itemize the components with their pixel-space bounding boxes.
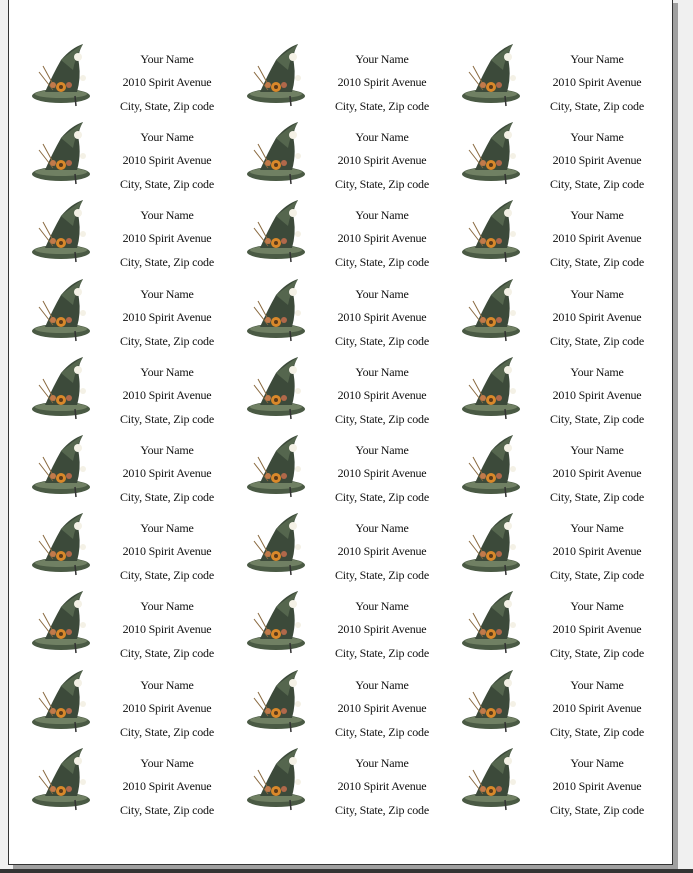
address-label (15, 194, 230, 272)
label-street: 2010 Spirit Avenue (337, 622, 427, 637)
label-street: 2010 Spirit Avenue (122, 778, 212, 793)
address-label (445, 273, 660, 351)
witch-hat-icon (31, 748, 99, 814)
witch-hat-icon (31, 122, 99, 188)
address-label (445, 664, 660, 742)
label-street: 2010 Spirit Avenue (337, 153, 427, 168)
label-street: 2010 Spirit Avenue (122, 387, 212, 402)
label-street: 2010 Spirit Avenue (122, 700, 212, 715)
label-name: Your Name (355, 52, 409, 66)
label-street: 2010 Spirit Avenue (552, 466, 642, 480)
label-city-state-zip: City, State, Zip code (119, 802, 214, 817)
address-label (15, 429, 230, 507)
address-label (230, 742, 445, 820)
label-city-state-zip: City, State, Zip code (334, 724, 429, 739)
label-name: Your Name (355, 677, 409, 692)
label-name: Your Name (140, 208, 194, 223)
label-street: 2010 Spirit Avenue (552, 700, 642, 715)
label-city-state-zip: City, State, Zip code (334, 802, 429, 817)
witch-hat-icon (461, 357, 529, 423)
label-city-state-zip: City, State, Zip code (549, 177, 644, 192)
label-name: Your Name (140, 755, 194, 770)
label-name: Your Name (355, 130, 409, 145)
label-name: Your Name (570, 52, 624, 66)
witch-hat-icon (461, 591, 529, 657)
witch-hat-icon (31, 513, 99, 579)
label-street: 2010 Spirit Avenue (122, 466, 212, 480)
label-name: Your Name (355, 443, 409, 457)
label-name: Your Name (355, 286, 409, 301)
address-label (445, 351, 660, 429)
label-city-state-zip: City, State, Zip code (549, 646, 644, 661)
address-label (445, 429, 660, 507)
label-street: 2010 Spirit Avenue (122, 309, 212, 324)
address-label (15, 507, 230, 585)
label-street: 2010 Spirit Avenue (337, 309, 427, 324)
label-city-state-zip: City, State, Zip code (119, 646, 214, 661)
label-name: Your Name (140, 130, 194, 145)
label-name: Your Name (140, 443, 194, 457)
address-label (445, 742, 660, 820)
label-city-state-zip: City, State, Zip code (119, 177, 214, 192)
label-city-state-zip: City, State, Zip code (119, 99, 214, 113)
label-name: Your Name (570, 208, 624, 223)
address-label (15, 273, 230, 351)
witch-hat-icon (31, 200, 99, 266)
address-label (230, 507, 445, 585)
witch-hat-icon (461, 513, 529, 579)
label-city-state-zip: City, State, Zip code (549, 490, 644, 504)
address-label (230, 194, 445, 272)
witch-hat-icon (461, 279, 529, 345)
address-label (230, 664, 445, 742)
witch-hat-icon (31, 435, 99, 501)
witch-hat-icon (461, 44, 529, 110)
label-name: Your Name (140, 677, 194, 692)
label-name: Your Name (355, 364, 409, 379)
label-name: Your Name (570, 521, 624, 536)
label-city-state-zip: City, State, Zip code (334, 99, 429, 113)
address-label (230, 116, 445, 194)
label-city-state-zip: City, State, Zip code (334, 177, 429, 192)
label-street: 2010 Spirit Avenue (122, 622, 212, 637)
address-label (15, 38, 230, 116)
label-city-state-zip: City, State, Zip code (334, 490, 429, 504)
label-street: 2010 Spirit Avenue (552, 778, 642, 793)
label-street: 2010 Spirit Avenue (337, 231, 427, 246)
label-street: 2010 Spirit Avenue (337, 544, 427, 559)
label-city-state-zip: City, State, Zip code (334, 333, 429, 348)
address-label (15, 351, 230, 429)
label-street: 2010 Spirit Avenue (552, 231, 642, 246)
label-city-state-zip: City, State, Zip code (549, 724, 644, 739)
address-label (15, 664, 230, 742)
label-name: Your Name (140, 364, 194, 379)
label-city-state-zip: City, State, Zip code (119, 411, 214, 426)
witch-hat-icon (31, 279, 99, 345)
label-street: 2010 Spirit Avenue (337, 387, 427, 402)
label-sheet-page (8, 0, 673, 865)
address-label (445, 38, 660, 116)
label-street: 2010 Spirit Avenue (122, 75, 212, 89)
label-city-state-zip: City, State, Zip code (549, 802, 644, 817)
label-city-state-zip: City, State, Zip code (119, 333, 214, 348)
label-name: Your Name (355, 521, 409, 536)
label-street: 2010 Spirit Avenue (337, 75, 427, 89)
witch-hat-icon (31, 357, 99, 423)
label-city-state-zip: City, State, Zip code (119, 568, 214, 583)
label-name: Your Name (140, 52, 194, 66)
label-name: Your Name (140, 286, 194, 301)
label-city-state-zip: City, State, Zip code (119, 724, 214, 739)
witch-hat-icon (31, 670, 99, 736)
label-name: Your Name (570, 364, 624, 379)
label-street: 2010 Spirit Avenue (122, 544, 212, 559)
witch-hat-icon (461, 435, 529, 501)
witch-hat-icon (246, 200, 314, 266)
label-street: 2010 Spirit Avenue (552, 622, 642, 637)
label-street: 2010 Spirit Avenue (337, 700, 427, 715)
label-name: Your Name (355, 208, 409, 223)
label-city-state-zip: City, State, Zip code (334, 646, 429, 661)
label-street: 2010 Spirit Avenue (552, 153, 642, 168)
label-city-state-zip: City, State, Zip code (334, 255, 429, 270)
witch-hat-icon (246, 591, 314, 657)
address-label (15, 742, 230, 820)
label-name: Your Name (355, 755, 409, 770)
label-city-state-zip: City, State, Zip code (119, 490, 214, 504)
label-name: Your Name (570, 443, 624, 457)
label-city-state-zip: City, State, Zip code (549, 333, 644, 348)
label-city-state-zip: City, State, Zip code (549, 568, 644, 583)
address-label (15, 585, 230, 663)
label-city-state-zip: City, State, Zip code (334, 568, 429, 583)
witch-hat-icon (246, 279, 314, 345)
address-label (445, 507, 660, 585)
label-city-state-zip: City, State, Zip code (334, 411, 429, 426)
label-name: Your Name (570, 130, 624, 145)
label-street: 2010 Spirit Avenue (552, 75, 642, 89)
address-label (230, 585, 445, 663)
label-city-state-zip: City, State, Zip code (549, 99, 644, 113)
witch-hat-icon (246, 748, 314, 814)
witch-hat-icon (461, 122, 529, 188)
address-label (445, 116, 660, 194)
label-name: Your Name (570, 755, 624, 770)
label-name: Your Name (140, 599, 194, 614)
address-label (230, 429, 445, 507)
witch-hat-icon (31, 44, 99, 110)
label-street: 2010 Spirit Avenue (122, 231, 212, 246)
label-street: 2010 Spirit Avenue (552, 309, 642, 324)
label-city-state-zip: City, State, Zip code (119, 255, 214, 270)
label-street: 2010 Spirit Avenue (337, 466, 427, 480)
witch-hat-icon (246, 122, 314, 188)
bottom-edge (0, 869, 693, 873)
label-street: 2010 Spirit Avenue (337, 778, 427, 793)
witch-hat-icon (246, 44, 314, 110)
label-city-state-zip: City, State, Zip code (549, 255, 644, 270)
label-street: 2010 Spirit Avenue (552, 387, 642, 402)
witch-hat-icon (246, 670, 314, 736)
address-label (445, 585, 660, 663)
address-label (445, 194, 660, 272)
witch-hat-icon (461, 670, 529, 736)
witch-hat-icon (461, 200, 529, 266)
label-name: Your Name (570, 286, 624, 301)
witch-hat-icon (461, 748, 529, 814)
label-name: Your Name (140, 521, 194, 536)
witch-hat-icon (246, 513, 314, 579)
address-label (230, 38, 445, 116)
label-name: Your Name (570, 677, 624, 692)
label-street: 2010 Spirit Avenue (552, 544, 642, 559)
address-label (230, 273, 445, 351)
witch-hat-icon (31, 591, 99, 657)
label-name: Your Name (570, 599, 624, 614)
label-street: 2010 Spirit Avenue (122, 153, 212, 168)
label-city-state-zip: City, State, Zip code (549, 411, 644, 426)
witch-hat-icon (246, 435, 314, 501)
witch-hat-icon (246, 357, 314, 423)
label-name: Your Name (355, 599, 409, 614)
address-label (230, 351, 445, 429)
address-label (15, 116, 230, 194)
